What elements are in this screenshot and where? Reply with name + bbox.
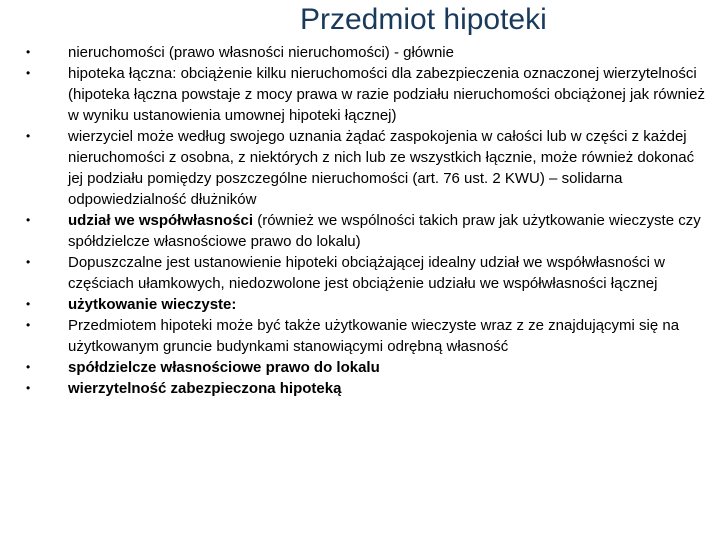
bullet-text: użytkowanie wieczyste: [68,296,237,313]
bullet-icon: • [26,213,31,227]
bullet-text: wierzytelność zabezpieczona hipoteką [68,380,342,397]
bullet-text [68,210,706,252]
bullet-icon: • [26,66,31,80]
list-item [26,357,706,378]
bullet-icon: • [26,381,31,395]
bullet-bold-text: udział we współwłasności [68,212,254,229]
bullet-text: nieruchomości (prawo własności nieruchomości) - głównie [68,44,454,61]
list-item [26,126,706,210]
bullet-suffix-text: (również we wspólności takich praw jak użytkowanie wieczyste czy spółdzielcze własnościowe prawo do lokalu) [68,212,701,250]
list-item [26,315,706,357]
bullet-text: Przedmiotem hipoteki może być także użytkowanie wieczyste wraz z ze znajdującymi się na użytkowanym gruncie budynkami stanowiącymi odrębną własność [68,317,680,355]
bullet-list [26,42,706,399]
list-item [26,210,706,252]
bullet-text: hipoteka łączna: obciążenie kilku nieruchomości dla zabezpieczenia oznaczonej wierzytelności (hipoteka łączna powstaje z mocy prawa w razie podziału nieruchomości obciążonej jak również w wyniku ustanowienia umownej hipoteki łącznej) [68,65,705,124]
bullet-text: spółdzielcze własnościowe prawo do lokalu [68,359,380,376]
bullet-icon: • [26,360,31,374]
bullet-icon: • [26,45,31,59]
list-item [26,63,706,126]
bullet-icon: • [26,129,31,143]
bullet-text: Dopuszczalne jest ustanowienie hipoteki obciążającej idealny udział we współwłasności w częściach ułamkowych, niedozwolone jest obciążenie udziału we współwłasności łącznej [68,254,665,292]
slide-title: Przedmiot hipoteki [300,3,547,36]
bullet-icon: • [26,255,31,269]
bullet-icon: • [26,297,31,311]
list-item [26,252,706,294]
list-item [26,42,706,63]
list-item [26,378,706,399]
bullet-text: wierzyciel może według swojego uznania żądać zaspokojenia w całości lub w części z każdej nieruchomości z osobna, z niektórych z nich lub ze wszystkich łącznie, może również dokonać jej podziału pomiędzy poszczególne nieruchomości (art. 76 ust. 2 KWU) – solidarna odpowiedzialność dłużników [68,128,695,208]
bullet-icon: • [26,318,31,332]
list-item [26,294,706,315]
